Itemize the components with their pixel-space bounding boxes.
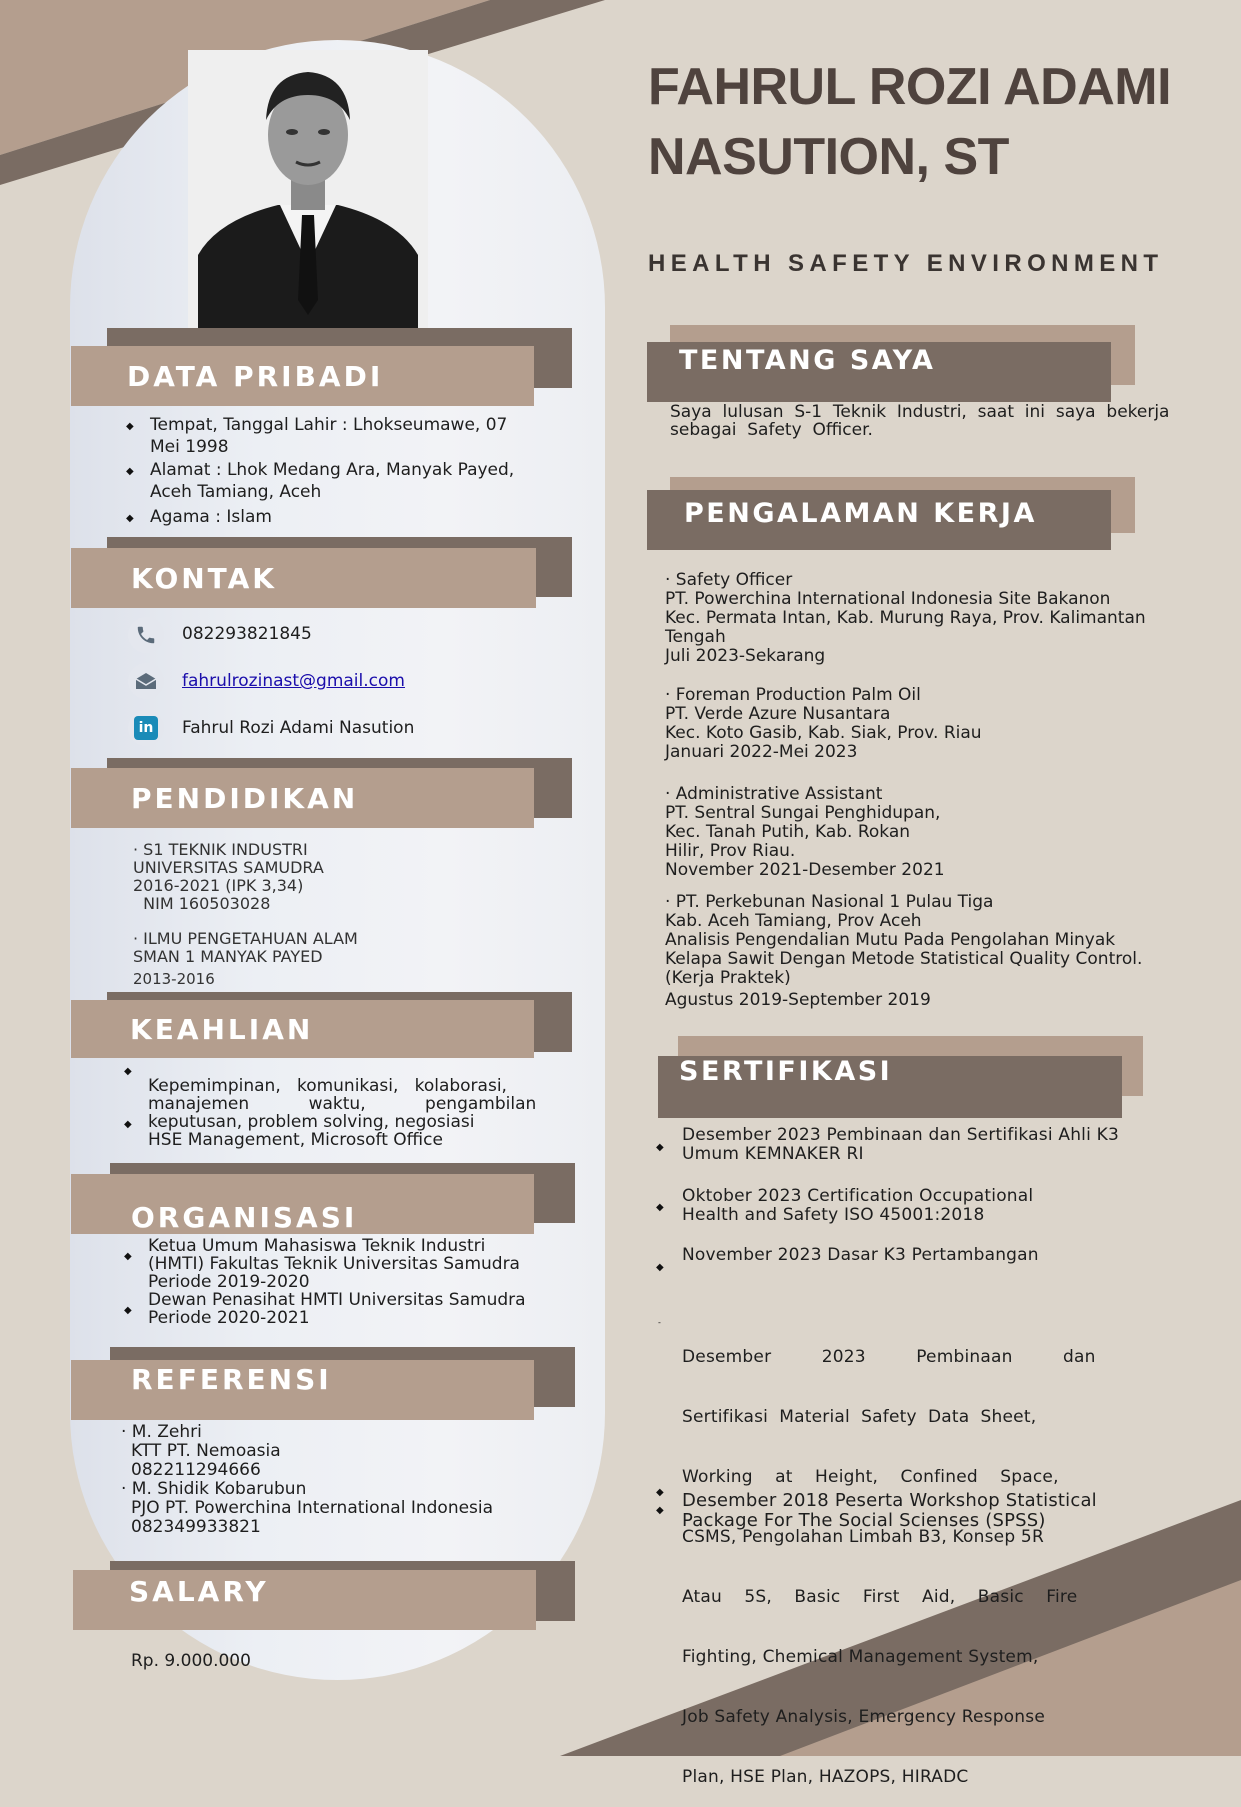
exp-location: Kec. Tanah Putih, Kab. Rokan (665, 822, 911, 842)
edu-sma-line-2: SMAN 1 MANYAK PAYED (133, 947, 323, 966)
cert-line: Atau 5S, Basic First Aid, Basic Fire (682, 1587, 1078, 1607)
experience-item (665, 571, 1146, 666)
exp-period: November 2021-Desember 2021 (665, 860, 945, 880)
skills-line-2: manajemen waktu, pengambilan (148, 1094, 537, 1114)
exp-location: Kec. Permata Intan, Kab. Murung Raya, Prov. Kalimantan (665, 608, 1146, 628)
cert-line: Package For The Social Scienses (SPSS) (682, 1510, 1046, 1531)
bullet: - (658, 1318, 661, 1327)
cert-item (682, 1246, 1039, 1265)
section-title-pendidikan: PENDIDIKAN (71, 768, 534, 828)
experience-item (665, 893, 1142, 1010)
section-title-pengalaman-kerja: PENGALAMAN KERJA (647, 490, 1111, 550)
exp-location: Kec. Koto Gasib, Kab. Siak, Prov. Riau (665, 723, 982, 743)
bullet: ◆ (126, 466, 134, 477)
bullet: ◆ (126, 513, 134, 524)
cert-line: Job Safety Analysis, Emergency Response (682, 1707, 1045, 1727)
exp-period: Agustus 2019-September 2019 (665, 990, 931, 1010)
bullet: ◆ (124, 1119, 132, 1130)
cert-item (682, 1126, 1119, 1164)
exp-company: PT. Sentral Sungai Penghidupan, (665, 803, 941, 823)
exp-location-2: Tengah (665, 627, 726, 647)
skills-line-1: Kepemimpinan, komunikasi, kolaborasi, (148, 1076, 507, 1096)
edu-s1-line-2: UNIVERSITAS SAMUDRA (133, 858, 324, 877)
cert-line: Sertifikasi Material Safety Data Sheet, (682, 1407, 1037, 1427)
about-line-2: sebagai Safety Officer. (670, 420, 873, 440)
bullet: ◆ (656, 1202, 664, 1213)
edu-s1-line-4: NIM 160503028 (133, 894, 271, 913)
edu-s1-line-1: · S1 TEKNIK INDUSTRI (133, 840, 308, 859)
full-name (648, 52, 1228, 192)
experience-item (665, 785, 945, 880)
cert-line: Health and Safety ISO 45001:2018 (682, 1205, 985, 1225)
bullet: ◆ (656, 1262, 664, 1273)
cert-line: Working at Height, Confined Space, (682, 1467, 1059, 1487)
email-icon (128, 663, 164, 699)
ref-2-phone: 082349933821 (131, 1517, 261, 1537)
org-line-3: Periode 2019-2020 (148, 1272, 310, 1292)
section-title-sertifikasi: SERTIFIKASI (658, 1056, 1122, 1118)
section-title-referensi: REFERENSI (71, 1360, 534, 1420)
bullet: ◆ (656, 1487, 664, 1498)
job-title: HEALTH SAFETY ENVIRONMENT (648, 250, 1164, 277)
ref-1-position: KTT PT. Nemoasia (131, 1441, 281, 1461)
edu-s1-line-3: 2016-2021 (IPK 3,34) (133, 876, 304, 895)
cert-item (682, 1307, 1096, 1807)
cert-line: Desember 2023 Pembinaan dan Sertifikasi Ahli K3 (682, 1125, 1119, 1145)
ref-1-phone: 082211294666 (131, 1460, 261, 1480)
cert-line: Desember 2023 Pembinaan dan (682, 1347, 1096, 1367)
bullet: ◆ (124, 1251, 132, 1262)
alamat-line-2: Aceh Tamiang, Aceh (150, 482, 322, 502)
org-line-1: Ketua Umum Mahasiswa Teknik Industri (148, 1236, 486, 1256)
experience-item (665, 686, 982, 762)
section-title-data-pribadi: DATA PRIBADI (71, 346, 534, 406)
section-title-keahlian: KEAHLIAN (71, 1000, 534, 1058)
bullet: ◆ (656, 1505, 664, 1516)
bullet: ◆ (124, 1305, 132, 1316)
exp-location-2: Hilir, Prov Riau. (665, 841, 796, 861)
exp-title: · PT. Perkebunan Nasional 1 Pulau Tiga (665, 892, 994, 912)
org-line-2: (HMTI) Fakultas Teknik Universitas Samudra (148, 1254, 520, 1274)
skills-line-3: keputusan, problem solving, negosiasi (148, 1112, 475, 1132)
exp-description-2: Kelapa Sawit Dengan Metode Statistical Quality Control. (665, 949, 1143, 969)
linkedin-icon: in (128, 710, 164, 746)
alamat-line-1: Alamat : Lhok Medang Ara, Manyak Payed, (150, 460, 515, 480)
cert-line: CSMS, Pengolahan Limbah B3, Konsep 5R (682, 1527, 1044, 1547)
email-link[interactable]: fahrulrozinast@gmail.com (182, 671, 405, 691)
exp-description: Analisis Pengendalian Mutu Pada Pengolahan Minyak (665, 930, 1116, 950)
bullet: ◆ (656, 1142, 664, 1153)
org-line-4: Dewan Penasihat HMTI Universitas Samudra (148, 1290, 526, 1310)
section-title-tentang-saya: TENTANG SAYA (647, 342, 1111, 402)
exp-company: PT. Verde Azure Nusantara (665, 704, 891, 724)
cert-line: Fighting, Chemical Management System, (682, 1647, 1039, 1667)
exp-title: · Foreman Production Palm Oil (665, 685, 921, 705)
exp-company: Kab. Aceh Tamiang, Prov Aceh (665, 911, 922, 931)
profile-photo (188, 50, 428, 328)
cert-line: Desember 2018 Peserta Workshop Statistical (682, 1490, 1097, 1511)
exp-company: PT. Powerchina International Indonesia Site Bakanon (665, 589, 1111, 609)
cert-line: Umum KEMNAKER RI (682, 1144, 864, 1164)
exp-period: Juli 2023-Sekarang (665, 646, 826, 666)
ttl-line-1: Tempat, Tanggal Lahir : Lhokseumawe, 07 (150, 415, 508, 435)
about-line-1: Saya lulusan S-1 Teknik Industri, saat ini saya bekerja (670, 402, 1170, 422)
cert-item (682, 1187, 1033, 1225)
cert-line: November 2023 Dasar K3 Pertambangan (682, 1245, 1039, 1265)
exp-title: · Administrative Assistant (665, 784, 883, 804)
ref-1-name: · M. Zehri (121, 1422, 202, 1442)
section-title-kontak: KONTAK (71, 548, 536, 608)
linkedin-name[interactable]: Fahrul Rozi Adami Nasution (182, 718, 415, 738)
org-line-5: Periode 2020-2021 (148, 1308, 310, 1328)
phone-icon (128, 617, 164, 653)
section-title-organisasi: ORGANISASI (71, 1174, 534, 1234)
exp-period: Januari 2022-Mei 2023 (665, 742, 858, 762)
ref-2-name: · M. Shidik Kobarubun (121, 1479, 307, 1499)
cert-line: Oktober 2023 Certification Occupational (682, 1186, 1034, 1206)
bullet: ◆ (126, 421, 134, 432)
cert-line: Plan, HSE Plan, HAZOPS, HIRADC (682, 1767, 969, 1787)
skills-line-4: HSE Management, Microsoft Office (148, 1130, 443, 1150)
ttl-line-2: Mei 1998 (150, 437, 229, 457)
ref-2-position: PJO PT. Powerchina International Indonesia (131, 1498, 494, 1518)
phone-number[interactable]: 082293821845 (182, 624, 312, 644)
cert-item (682, 1491, 1097, 1531)
exp-note: (Kerja Praktek) (665, 968, 791, 988)
bullet: ◆ (124, 1066, 132, 1077)
name-line-2: NASUTION, ST (648, 128, 1009, 186)
section-title-salary: SALARY (73, 1570, 536, 1630)
salary-value: Rp. 9.000.000 (131, 1651, 251, 1671)
exp-title: · Safety Officer (665, 570, 793, 590)
name-line-1: FAHRUL ROZI ADAMI (648, 58, 1172, 116)
edu-sma-line-1: · ILMU PENGETAHUAN ALAM (133, 929, 358, 948)
edu-sma-line-3: 2013-2016 (133, 970, 215, 988)
agama: Agama : Islam (150, 507, 272, 527)
